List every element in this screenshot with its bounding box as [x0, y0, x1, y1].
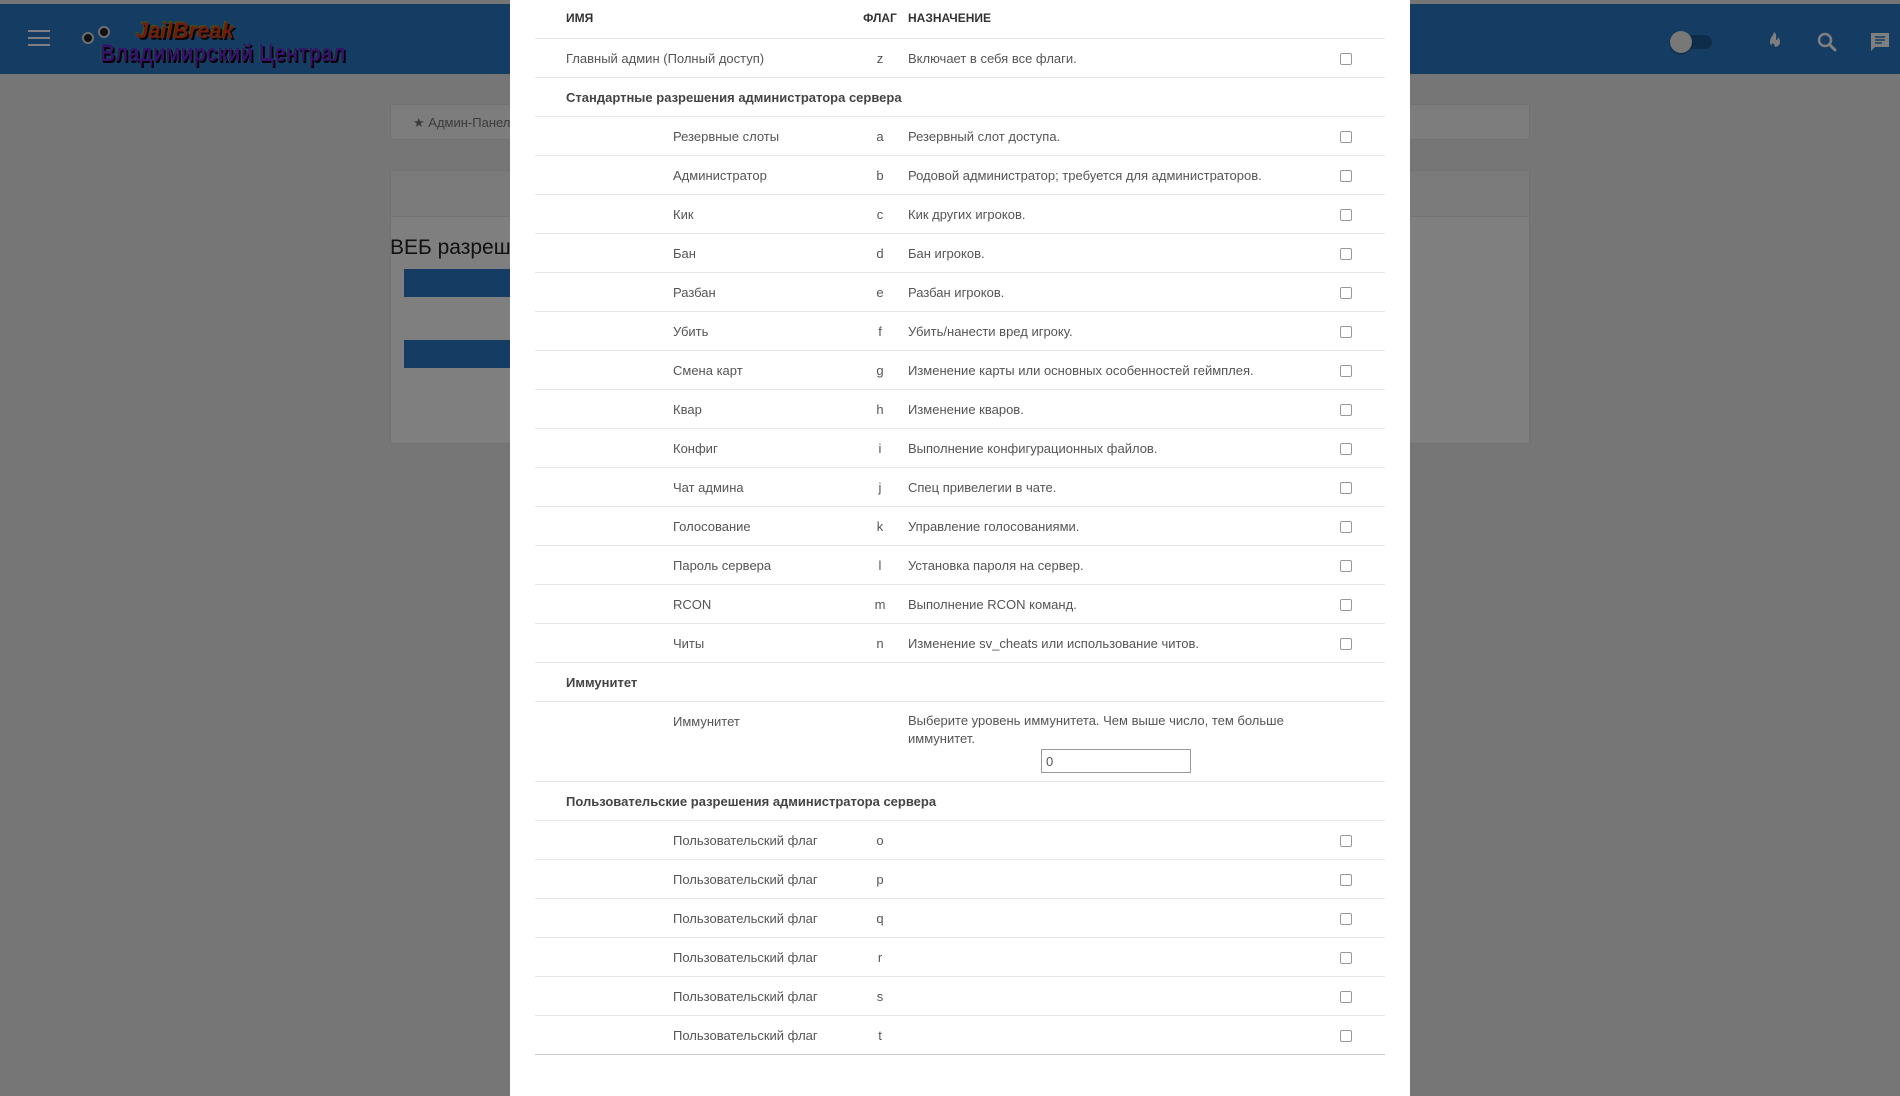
permissions-table [535, 0, 1385, 1055]
row-name: Пользовательский флаг [673, 1028, 818, 1043]
row-name: Пользовательский флаг [673, 872, 818, 887]
table-row [535, 546, 1385, 585]
row-desc: Спец привелегии в чате. [908, 480, 1057, 495]
table-row [535, 39, 1385, 78]
row-flag: p [876, 872, 884, 887]
table-row [535, 351, 1385, 390]
row-flag: r [877, 950, 883, 965]
row-desc: Изменение sv_cheats или использование читов. [908, 636, 1200, 651]
table-row [535, 312, 1385, 351]
permission-checkbox[interactable] [1340, 209, 1352, 221]
row-flag: b [876, 168, 884, 183]
row-flag: e [876, 285, 884, 300]
section-row [535, 782, 1385, 821]
row-desc: Убить/нанести вред игроку. [908, 324, 1073, 339]
table-row [535, 860, 1385, 899]
row-name: Пользовательский флаг [673, 989, 818, 1004]
row-flag: f [878, 324, 882, 339]
table-row [535, 234, 1385, 273]
table-row [535, 429, 1385, 468]
row-name: Квар [673, 402, 702, 417]
row-flag: q [876, 911, 884, 926]
row-flag: n [876, 636, 884, 651]
row-name: Убить [673, 324, 709, 339]
table-row [535, 195, 1385, 234]
section-row [535, 663, 1385, 702]
section-title: Стандартные разрешения администратора сервера [566, 90, 902, 105]
row-flag: m [874, 597, 886, 612]
row-flag: i [878, 441, 882, 456]
row-desc: Включает в себя все флаги. [908, 51, 1077, 66]
permission-checkbox[interactable] [1340, 365, 1352, 377]
row-name: Кик [673, 207, 694, 222]
row-flag: l [878, 558, 882, 573]
row-name: Иммунитет [673, 714, 740, 729]
row-desc: Разбан игроков. [908, 285, 1005, 300]
table-row [535, 938, 1385, 977]
row-flag: o [876, 833, 884, 848]
header-desc: НАЗНАЧЕНИЕ [908, 11, 991, 25]
immunity-row [535, 702, 1385, 782]
table-row [535, 821, 1385, 860]
permission-checkbox[interactable] [1340, 131, 1352, 143]
table-header [535, 0, 1385, 39]
permission-checkbox[interactable] [1340, 991, 1352, 1003]
permission-checkbox[interactable] [1340, 952, 1352, 964]
table-row [535, 624, 1385, 663]
row-name: Пароль сервера [673, 558, 772, 573]
row-desc: Резервный слот доступа. [908, 129, 1061, 144]
row-name: Пользовательский флаг [673, 833, 818, 848]
row-name: Пользовательский флаг [673, 950, 818, 965]
row-name: Голосование [673, 519, 751, 534]
row-name: Смена карт [673, 363, 743, 378]
section-title: Иммунитет [566, 675, 638, 690]
permission-checkbox[interactable] [1340, 560, 1352, 572]
row-name: Главный админ (Полный доступ) [566, 51, 765, 66]
permissions-modal [510, 0, 1410, 1096]
row-flag: a [876, 129, 884, 144]
row-flag: j [878, 480, 882, 495]
row-name: Чат админа [673, 480, 744, 495]
header-name: ИМЯ [566, 11, 594, 25]
permission-checkbox[interactable] [1340, 1030, 1352, 1042]
permission-checkbox[interactable] [1340, 53, 1352, 65]
row-desc: Изменение карты или основных особенностей геймплея. [908, 363, 1254, 378]
row-flag: s [876, 989, 884, 1004]
table-row [535, 117, 1385, 156]
table-row [535, 390, 1385, 429]
section-row [535, 78, 1385, 117]
row-desc: Родовой администратор; требуется для администраторов. [908, 168, 1262, 183]
row-flag: z [876, 51, 884, 66]
permission-checkbox[interactable] [1340, 835, 1352, 847]
row-name: Резервные слоты [673, 129, 780, 144]
table-row [535, 1016, 1385, 1055]
row-flag: t [878, 1028, 882, 1043]
row-flag: c [876, 207, 884, 222]
permission-checkbox[interactable] [1340, 170, 1352, 182]
permission-checkbox[interactable] [1340, 913, 1352, 925]
permission-checkbox[interactable] [1340, 638, 1352, 650]
row-desc: Установка пароля на сервер. [908, 558, 1084, 573]
table-row [535, 585, 1385, 624]
row-name: Администратор [673, 168, 767, 183]
table-row [535, 156, 1385, 195]
permission-checkbox[interactable] [1340, 248, 1352, 260]
row-name: Конфиг [673, 441, 718, 456]
permission-checkbox[interactable] [1340, 874, 1352, 886]
row-name: Бан [673, 246, 696, 261]
permission-checkbox[interactable] [1340, 287, 1352, 299]
permission-checkbox[interactable] [1340, 521, 1352, 533]
table-row [535, 273, 1385, 312]
row-name: RCON [673, 597, 712, 612]
row-desc: Выполнение RCON команд. [908, 597, 1077, 612]
table-row [535, 507, 1385, 546]
row-desc: Выберите уровень иммунитета. Чем выше число, тем больше иммунитет. [908, 713, 1284, 746]
permission-checkbox[interactable] [1340, 404, 1352, 416]
row-name: Читы [673, 636, 705, 651]
row-flag: d [876, 246, 884, 261]
immunity-input[interactable] [1041, 749, 1191, 773]
permission-checkbox[interactable] [1340, 326, 1352, 338]
row-desc: Выполнение конфигурационных файлов. [908, 441, 1158, 456]
row-name: Пользовательский флаг [673, 911, 818, 926]
table-row [535, 977, 1385, 1016]
row-name: Разбан [673, 285, 716, 300]
permission-checkbox[interactable] [1340, 443, 1352, 455]
row-desc: Управление голосованиями. [908, 519, 1080, 534]
row-flag: g [876, 363, 884, 378]
row-desc: Бан игроков. [908, 246, 985, 261]
permission-checkbox[interactable] [1340, 482, 1352, 494]
table-row [535, 468, 1385, 507]
section-title: Пользовательские разрешения администратора сервера [566, 794, 937, 809]
permission-checkbox[interactable] [1340, 599, 1352, 611]
row-desc: Изменение кваров. [908, 402, 1024, 417]
header-flag: ФЛАГ [863, 11, 897, 25]
row-flag: h [876, 402, 884, 417]
table-row [535, 899, 1385, 938]
row-desc: Кик других игроков. [908, 207, 1026, 222]
row-flag: k [876, 519, 884, 534]
